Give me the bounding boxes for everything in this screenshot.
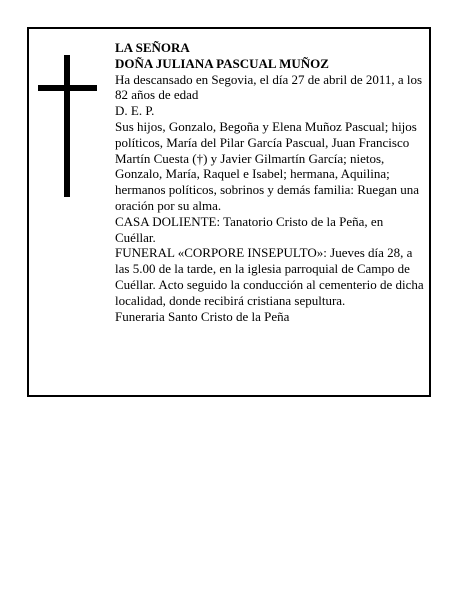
funeral-paragraph: FUNERAL «CORPORE INSEPULTO»: Jueves día 28, a las 5.00 de la tarde, en la iglesia parroquial de Campo de Cuéllar. Acto seguido la conducción al cementerio de dicha localidad, donde recibirá cristiana sepultura. — [115, 245, 424, 308]
family-paragraph: Sus hijos, Gonzalo, Begoña y Elena Muñoz Pascual; hijos políticos, María del Pilar García Pascual, Juan Francisco Martín Cuesta (†) y Javier Gilmartín García; nietos, Gonzalo, María, Raquel e Isabel; hermana, Aquilina; hermanos políticos, sobrinos y demás familia: Ruegan una oración por su alma. — [115, 118, 419, 213]
notice-heading: LA SEÑORA — [115, 40, 190, 55]
death-statement: Ha descansado en Segovia, el día 27 de abril de 2011, a los 82 años de edad — [115, 71, 423, 103]
casa-doliente-paragraph: CASA DOLIENTE: Tanatorio Cristo de la Peña, en Cuéllar. — [115, 213, 384, 245]
funeraria-line: Funeraria Santo Cristo de la Peña — [115, 308, 290, 324]
dep-line: D. E. P. — [115, 103, 155, 119]
deceased-name: DOÑA JULIANA PASCUAL MUÑOZ — [115, 55, 329, 71]
notice-text-block — [115, 40, 427, 324]
